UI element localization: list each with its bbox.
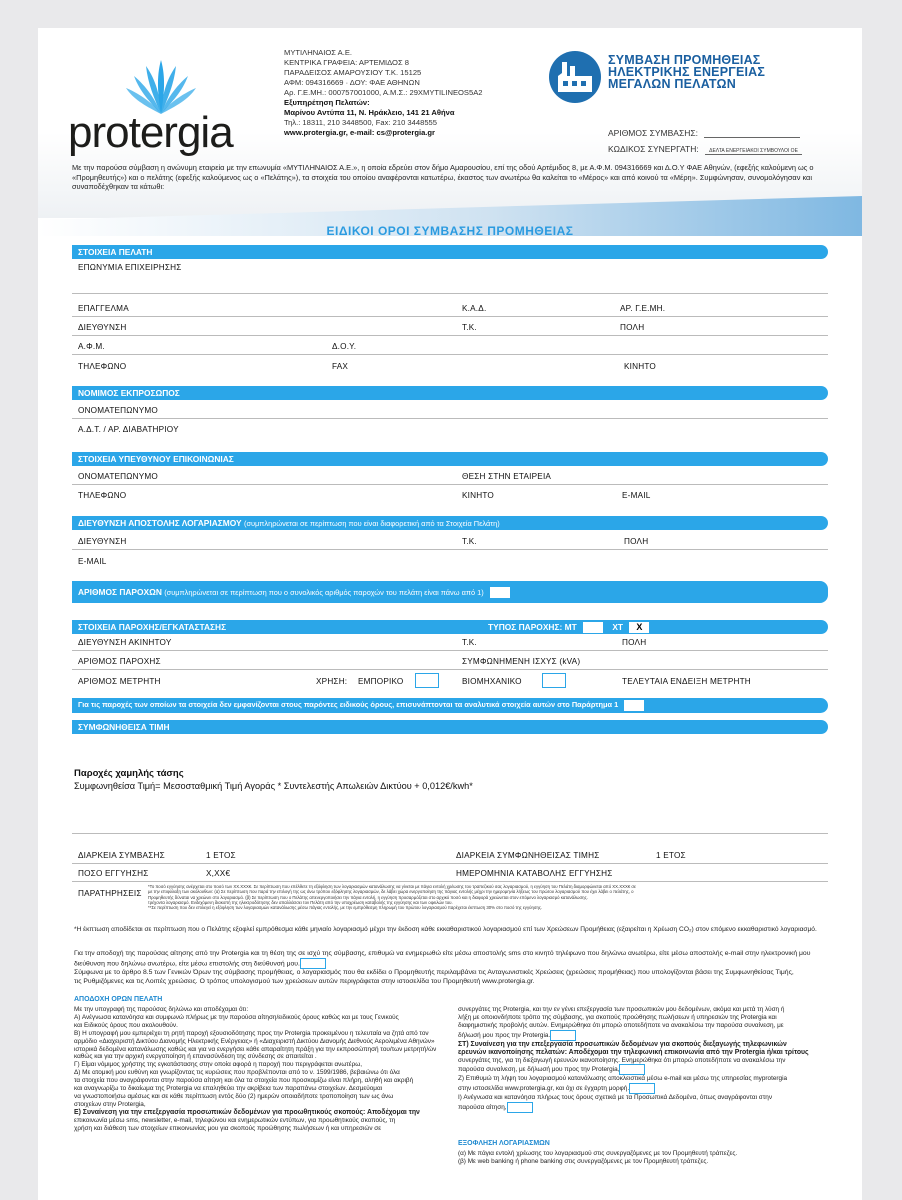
remarks-text [148,884,838,910]
acceptance-line: διαφημιστικής προβολής αυτών. Ενημερώθηκα ότι μπορώ οποτεδήποτε να ανακαλέσω την παρούσα συναίνεση, με [458,1021,784,1029]
supply-city-label: ΠΟΛΗ [622,638,647,647]
remarks-line: *Το ποσό εγγύησης ανέρχεται στο ποσό των XX.XXX€. Σε περίπτωση που επέλθετε τη εξόφληση των λογαριασμών κατανάλωσης να γίνεται με πάγια εντολή χρέωσης του τραπεζικού σας λογαριασμού, η εγγύηση του Πελάτη διαμορφώνεται από XX.XXX€ σε [148,884,636,889]
meter-number-label: ΑΡΙΘΜΟΣ ΜΕΤΡΗΤΗ [78,677,161,686]
billing-title: ΔΙΕΥΘΥΝΣΗ ΑΠΟΣΤΟΛΗΣ ΛΟΓΑΡΙΑΣΜΟΥ [78,518,242,528]
acceptance-line: καθώς και για την αρχική ενεργοποίηση ή επανασύνδεση της σύνδεσης σε απαιτείται . [74,1053,317,1061]
acceptance-line: Γ) Είμαι νόμιμος χρήστης της εγκατάστασης στην οποία αφορά η παροχή που περιγράφεται ανωτέρω, [74,1061,363,1069]
divider [72,650,828,651]
section-supply-count [72,581,828,603]
info-line: διεύθυνση που δηλώνω ανωτέρω, είτε μέσω επιστολής στη διεύθυνσή μου. [74,958,834,969]
industrial-label: ΒΙΟΜΗΧΑΝΙΚΟ [462,677,522,686]
guarantee-label: ΠΟΣΟ ΕΓΓΥΗΣΗΣ [78,869,149,878]
section-billing [72,516,828,530]
city-label: ΠΟΛΗ [620,323,645,332]
acceptance-line: Ζ) Επιθυμώ τη λήψη του λογαριασμού κατανάλωσης αποκλειστικά μέσω e-mail και μέσω της υπηρεσίας myprotergia [458,1075,788,1083]
billing-tk-label: Τ.Κ. [462,537,477,546]
company-web-email: www.protergia.gr, e-mail: cs@protergia.gr [284,128,436,137]
price-heading: Παροχές χαμηλής τάσης [74,768,184,779]
supply-tk-label: Τ.Κ. [462,638,477,647]
protergia-logo [68,56,243,156]
tk-label: Τ.Κ. [462,323,477,332]
position-label: ΘΕΣΗ ΣΤΗΝ ΕΤΑΙΡΕΙΑ [462,472,552,481]
payment-option-standing-order[interactable]: (α) Με πάγια εντολή χρέωσης του λογαριασμού στις συνεργαζόμενες με τον Προμηθευτή τράπεζες. [458,1150,738,1157]
company-name: ΜΥΤΙΛΗΝΑΙΟΣ Α.Ε. [284,48,352,57]
service-title: Εξυπηρέτηση Πελατών: [284,98,370,107]
legal-fullname-label: ΟΝΟΜΑΤΕΠΩΝΥΜΟ [78,406,158,415]
acceptance-right-column [458,1006,838,1113]
billing-note: (συμπληρώνεται σε περίπτωση που είναι διαφορετική από τα Στοιχεία Πελάτη) [243,519,500,528]
divider [72,293,828,294]
acceptance-line: δήλωσή μου προς την Protergia. [458,1030,838,1041]
payment-options [458,1150,838,1166]
remarks-line: με την επιφύλαξη των ακόλουθων: (α) Σε περίπτωση που παρά την επιλογή της ως άνω τρόπου εξόφλησης λογαριασμών, δε λάβει χώρα ενεργοποίηση της πάγιας εντολής μέχρι την ημερομηνία λήξεως του πρώτου λογαριασμού που έχει λάβει ο πελάτης, ο [148,889,634,895]
industrial-checkbox[interactable] [542,673,566,688]
supply-title: ΣΤΟΙΧΕΙΑ ΠΑΡΟΧΗΣ/ΕΓΚΑΤΑΣΤΑΣΗΣ [78,622,227,632]
supply-type-xt-label: ΧΤ [612,622,624,632]
contact-mobile-label: ΚΙΝΗΤΟ [462,491,494,500]
info-line: τις Ρυθμιζόμενες και τις Λοιπές χρεώσεις. Ο τρόπος υπολογισμού των χρεώσεων αυτών περιγράφεται στην ιστοσελίδα του Προμηθευτή www.protergia.gr. [74,977,535,985]
property-address-label: ΔΙΕΥΘΥΝΣΗ ΑΚΙΝΗΤΟΥ [78,638,172,647]
divider [72,354,828,355]
contract-title-line: ΣΥΜΒΑΣΗ ΠΡΟΜΗΘΕΙΑΣ [608,53,761,67]
fax-label: FAX [332,362,349,371]
contract-page [38,28,862,1200]
remarks-label: ΠΑΡΑΤΗΡΗΣΕΙΣ [78,889,142,898]
contact-fullname-label: ΟΝΟΜΑΤΕΠΩΝΥΜΟ [78,472,158,481]
acceptance-line: συνεργάτες της Protergia, και την εν γένει επεξεργασία των προσωπικών μου δεδομένων, ακόμα και μετά τη λύση ή [458,1006,785,1013]
payment-title: ΕΞΟΦΛΗΣΗ ΛΟΓΑΡΙΑΣΜΩΝ [458,1140,550,1147]
acceptance-line: και αναγνωρίζω το δικαίωμα της Protergia να επαληθεύει την ακρίβεια των παραπάνω στοιχείων. Δεσμεύομαι [74,1085,383,1093]
use-label: ΧΡΗΣΗ: [316,677,348,686]
annex-note-bar [72,698,828,713]
info-text [74,950,834,986]
remarks-line: Προμηθευτής δύναται να χρεώνει στο λογαριασμό. (β) Σε περίπτωση που ο Πελάτης απενεργοποιήσει την πάγια εντολή, η εγγύηση προσαρμόζεται στο αρχικό ποσό και η διαφορά χρεώνεται στον επόμενο λογαριασμό κατανάλωσης. [148,894,588,900]
remarks-line: τρέχοντα λογαριασμό. Ενδεχόμενη διακοπή της ηλεκτροδότησης δεν απαλλάσσει τον Πελάτη από την υποχρέωση καταβολής της εγγύησης και των οφειλών του. [148,899,453,905]
acceptance-line: Β) Η υπογραφή μου εμπεριέχει τη ρητή παροχή εξουσιοδότησης προς την Protergia προκειμένου η τελευταία να ζητά από τον [74,1029,429,1037]
logo-wordmark: protergia [68,108,233,157]
section-client: ΣΤΟΙΧΕΙΑ ΠΕΛΑΤΗ [72,245,828,259]
price-formula: Συμφωνηθείσα Τιμή= Μεσοσταθμική Τιμή Αγοράς * Συντελεστής Απωλειών Δικτύου + 0,012€/kwh* [74,781,473,791]
partner-code-value: ΔΕΛΤΑ ΕΝΕΡΓΕΙΑΚΟΙ ΣΥΜΒΟΥΛΟΙ ΟΕ [705,148,802,155]
divider [72,335,828,336]
payment-option-web-banking[interactable]: (β) Με web banking ή phone banking στις συνεργαζόμενες με τον Προμηθευτή τράπεζες. [458,1157,709,1165]
acceptance-line: Ε) Συναίνεση για την επεξεργασία προσωπικών δεδομένων για προωθητικούς σκοπούς: Αποδέχομαι την [74,1108,420,1116]
acceptance-line: Με την υπογραφή της παρούσας δηλώνω και αποδέχομαι ότι: [74,1006,249,1013]
divider [72,316,828,317]
company-phones: Τηλ.: 18311, 210 3448500, Fax: 210 3448555 [284,118,437,127]
phone-label: ΤΗΛΕΦΩΝΟ [78,362,127,371]
notification-checkbox[interactable] [300,958,326,969]
divider [72,669,828,670]
consent-survey-checkbox[interactable] [619,1064,645,1075]
mobile-label: ΚΙΝΗΤΟ [624,362,656,371]
acceptance-line: συνεργάτες της, για τη διεξαγωγή ερευνών ικανοποίησης. Ενημερώθηκα ότι μπορώ οποτεδήποτε να ανακαλέσω την [458,1056,786,1064]
main-title: ΕΙΔΙΚΟΙ ΟΡΟΙ ΣΥΜΒΑΣΗΣ ΠΡΟΜΗΘΕΙΑΣ [326,224,574,238]
acceptance-line: Α) Ανέγνωσα κατανόησα και συμφωνώ πλήρως με την παρούσα αίτηση/ειδικούς όρους καθώς και με τους Γενικούς [74,1013,399,1021]
profession-label: ΕΠΑΓΓΕΛΜΑ [78,304,129,313]
company-address-line: ΠΑΡΑΔΕΙΣΟΣ ΑΜΑΡΟΥΣΙΟΥ Τ.Κ. 15125 [284,68,422,77]
factory-icon [548,50,602,104]
commercial-checkbox[interactable] [415,673,439,688]
doy-label: Δ.Ο.Υ. [332,342,357,351]
billing-email-label: E-MAIL [78,557,107,566]
id-label: Α.Δ.Τ. / ΑΡ. ΔΙΑΒΑΤΗΡΙΟΥ [78,425,179,434]
acceptance-title: ΑΠΟΔΟΧΗ ΟΡΩΝ ΠΕΛΑΤΗ [74,996,163,1003]
supply-count-title: ΑΡΙΘΜΟΣ ΠΑΡΟΧΩΝ [78,587,162,597]
acceptance-line: λήξη με οποιονδήποτε τρόπο της σύμβασης, για σκοπούς προώθησης πωλήσεων ή υπηρεσιών της Protergia και [458,1013,777,1021]
company-name-label: ΕΠΩΝΥΜΙΑ ΕΠΙΧΕΙΡΗΣΗΣ [78,263,182,272]
guarantee-value: X,XX€ [206,869,231,878]
contract-number-line [704,128,800,138]
section-price: ΣΥΜΦΩΝΗΘΕΙΣΑ ΤΙΜΗ [72,720,828,734]
annex-checkbox[interactable] [623,699,645,712]
price-duration-label: ΔΙΑΡΚΕΙΑ ΣΥΜΦΩΝΗΘΕΙΣΑΣ ΤΙΜΗΣ [456,851,600,860]
remarks-line: **Σε περίπτωση που δεν επιλεγεί η εξόφληση των λογαριασμών κατανάλωσης μέσω πάγιας εντολής, με την εμπρόθεσμη πληρωμή του πρώτου λογαριασμού παρέχεται έκπτωση 30% στο ποσό της εγγύησης. [148,905,543,911]
acceptance-line: Δ) Με ατομική μου ευθύνη και γνωρίζοντας τις κυρώσεις που προβλέπονται από το ν. 1599/1986, βεβαιώνω ότι όλα [74,1069,400,1077]
supply-number-label: ΑΡΙΘΜΟΣ ΠΑΡΟΧΗΣ [78,657,161,666]
supply-type-label: ΤΥΠΟΣ ΠΑΡΟΧΗΣ: ΜΤ [488,622,577,632]
address-label: ΔΙΕΥΘΥΝΣΗ [78,323,127,332]
kad-label: Κ.Α.Δ. [462,304,487,313]
contract-title [608,54,765,90]
divider [72,863,828,864]
company-address-line: ΚΕΝΤΡΙΚΑ ΓΡΑΦΕΙΑ: ΑΡΤΕΜΙΔΟΣ 8 [284,58,409,67]
contract-number-label: ΑΡΙΘΜΟΣ ΣΥΜΒΑΣΗΣ: [608,128,698,138]
acceptance-line: να γνωστοποιήσω αμέσως και σε κάθε περίπτωση εντός δύο (2) ημερών οποιαδήποτε τροποποίηση των ως άνω [74,1092,394,1100]
acceptance-line: και Ειδικούς όρους που ακολουθούν. [74,1021,178,1029]
divider [72,549,828,550]
info-line: Για την αποδοχή της παρούσας αίτησης από την Protergia και τη θέση της σε ισχύ της σύμβασης, επιθυμώ να ενημερωθώ είτε μέσω αποστολής sms στο κινητό τηλέφωνο που δηλώνω ανωτέρω, είτε μέσω αποστολής e-mail στην ηλεκτρονική μου [74,950,811,957]
power-label: ΣΥΜΦΩΝΗΜΕΝΗ ΙΣΧΥΣ (kVA) [462,657,581,666]
commercial-label: ΕΜΠΟΡΙΚΟ [358,677,404,686]
acceptance-line: αρμόδιο «Διαχειριστή Δικτύου Διανομής Ηλεκτρικής Ενέργειας» ή «Διαχειριστή Δικτύου Διανομής Διεθνούς Αερολιμένα Αθηνών» [74,1037,435,1045]
annex-note: Για τις παροχές των οποίων τα στοιχεία δεν εμφανίζονται στους παρόντες ειδικούς όρους, επισυνάπτονται τα αναλυτικά στοιχεία αυτών στο Παράρτημα 1 [78,700,619,709]
company-info [284,48,483,138]
divider [72,833,828,834]
section-contact: ΣΤΟΙΧΕΙΑ ΥΠΕΥΘΥΝΟΥ ΕΠΙΚΟΙΝΩΝΙΑΣ [72,452,828,466]
last-reading-label: ΤΕΛΕΥΤΑΙΑ ΕΝΔΕΙΞΗ ΜΕΤΡΗΤΗ [622,677,751,686]
company-address-line: Αρ. Γ.Ε.ΜΗ.: 000757001000, Α.Μ.Σ.: 29ΧΜΥΤΙLΙΝΕΟS5Α2 [284,88,483,97]
intro-paragraph: Με την παρούσα σύμβαση η ανώνυμη εταιρεία με την επωνυμία «ΜΥΤΙΛΗΝΑΙΟΣ Α.Ε.», η οποία εδρεύει στον δήμο Αμαρουσίου, επί της οδού Αρτέμιδος 8, με Α.Φ.Μ. 094316669 και Δ.Ο.Υ ΦΑΕ Αθηνών, (εφεξής καλούμενη ως ο «Προμηθευτής») και ο πελάτης (εφεξής καλούμενος ως ο «Πελάτης»), τα στοιχεία του οποίου αναφέρονται κατωτέρω, έκαστος των ανωτέρω θα καλείται το «Μέρος» και από κοινού τα «Μέρη». Συμφώνησαν, συνομολόγησαν και συναποδέχθηκαν τα κάτωθι: [72,163,814,191]
acceptance-line: ΣΤ) Συναίνεση για την επεξεργασία προσωπικών δεδομένων για σκοπούς διεξαγωγής τηλεφωνικών [458,1040,787,1048]
guarantee-date-label: ΗΜΕΡΟΜΗΝΙΑ ΚΑΤΑΒΟΛΗΣ ΕΓΓΥΗΣΗΣ [456,869,613,878]
acceptance-line: τα στοιχεία που αναγράφονται στην παρούσα αίτηση και όλα τα στοιχεία που προσκομίζω είναι πλήρη, αληθή και ακριβή [74,1077,414,1085]
acceptance-line: ερευνών ικανοποίησης πελατών: Αποδέχομαι την τηλεφωνική επικοινωνία από την Protergia ή/και τρίτους [458,1048,809,1056]
e-bill-checkbox[interactable] [629,1083,655,1094]
supply-type-xt-checkbox[interactable]: X [628,621,650,634]
section-legal-rep: ΝΟΜΙΜΟΣ ΕΚΠΡΟΣΩΠΟΣ [72,386,828,400]
acceptance-line: παρούσα συναίνεση, με δήλωσή μου προς την Protergia, [458,1064,838,1075]
divider [72,418,828,419]
service-address: Μαρίνου Αντύπα 11, Ν. Ηράκλειο, 141 21 Αθήνα [284,108,455,117]
sunburst-icon [116,56,206,116]
contact-phone-label: ΤΗΛΕΦΩΝΟ [78,491,127,500]
acceptance-line: χρήση και διάθεση των στοιχείων επικοινωνίας μου για σκοπούς προώθησης πωλήσεων ή και υπηρεσιών σε [74,1124,382,1132]
acceptance-line: επικοινωνία μέσω sms, newsletter, e-mail, τηλεφώνου και ενημερωτικών εντύπων, για προωθητικούς σκοπούς, τη [74,1116,396,1124]
gemi-label: ΑΡ. Γ.Ε.ΜΗ. [620,304,666,313]
supply-type-mt-checkbox[interactable] [582,621,604,634]
privacy-read-checkbox[interactable] [507,1102,533,1113]
consent-promo-checkbox[interactable] [550,1030,576,1041]
acceptance-line: Ι) Ανέγνωσα και κατανόησα πλήρως τους όρους σχετικά με τα Προσωπικά Δεδομένα, όπως αναγράφονται στην [458,1094,773,1102]
price-duration-value: 1 ΕΤΟΣ [656,851,686,860]
supply-type [488,620,650,634]
contract-number-field[interactable] [608,128,800,138]
divider [72,881,828,882]
contract-title-line: ΗΛΕΚΤΡΙΚΗΣ ΕΝΕΡΓΕΙΑΣ [608,65,766,79]
duration-label: ΔΙΑΡΚΕΙΑ ΣΥΜΒΑΣΗΣ [78,851,165,860]
supply-count-note: (συμπληρώνεται σε περίπτωση που ο συνολικός αριθμός παροχών του πελάτη είναι πάνω από 1) [164,588,484,597]
supply-count-input[interactable] [489,586,511,599]
discount-footnote: *Η έκπτωση αποδίδεται σε περίπτωση που ο Πελάτης εξοφλεί εμπρόθεσμα κάθε μηνιαίο λογαριασμό μέχρι την έκδοση κάθε εκκαθαριστικού λογαριασμού επί των Χρεώσεων Προμήθειας (εξαιρείται η Χρέωση CO₂) στον επόμενο εκκαθαριστικό λογαριασμό. [74,926,817,933]
company-address-line: ΑΦΜ: 094316669 · ΔΟΥ: ΦΑΕ ΑΘΗΝΩΝ [284,78,420,87]
contract-title-line: ΜΕΓΑΛΩΝ ΠΕΛΑΤΩΝ [608,77,736,91]
acceptance-left-column [74,1006,452,1133]
acceptance-line: παρούσα αίτηση, [458,1102,838,1113]
acceptance-line: ιστορικά δεδομένα κατανάλωσης καθώς και για να ενεργήσει κάθε απαραίτητη πράξη για την εκπροσώπησή του/των μετρητή/ών [74,1045,437,1053]
contact-email-label: E-MAIL [622,491,651,500]
section-supply [72,620,828,634]
acceptance-line: στοιχείων στην Protergia, [74,1100,146,1108]
billing-city-label: ΠΟΛΗ [624,537,649,546]
partner-code-field[interactable] [608,144,802,154]
afm-label: Α.Φ.Μ. [78,342,105,351]
acceptance-line: στην ιστοσελίδα www.protergia.gr, και όχι σε έγχαρτη μορφή. [458,1083,838,1094]
partner-code-label: ΚΩΔΙΚΟΣ ΣΥΝΕΡΓΑΤΗ: [608,144,699,154]
divider [72,484,828,485]
info-line: Σύμφωνα με το άρθρο 8.5 των Γενικών Όρων της σύμβασης προμήθειας, ο λογαριασμός που θα εκδίδει ο Προμηθευτής περιλαμβάνει τις Ανταγωνιστικές Χρεώσεις (χρεώσεις προμήθειας) που υπολογίζονται βάσει της Συμφωνηθείσας Τιμής, [74,969,794,977]
contract-title-block [548,50,766,109]
duration-value: 1 ΕΤΟΣ [206,851,236,860]
billing-address-label: ΔΙΕΥΘΥΝΣΗ [78,537,127,546]
